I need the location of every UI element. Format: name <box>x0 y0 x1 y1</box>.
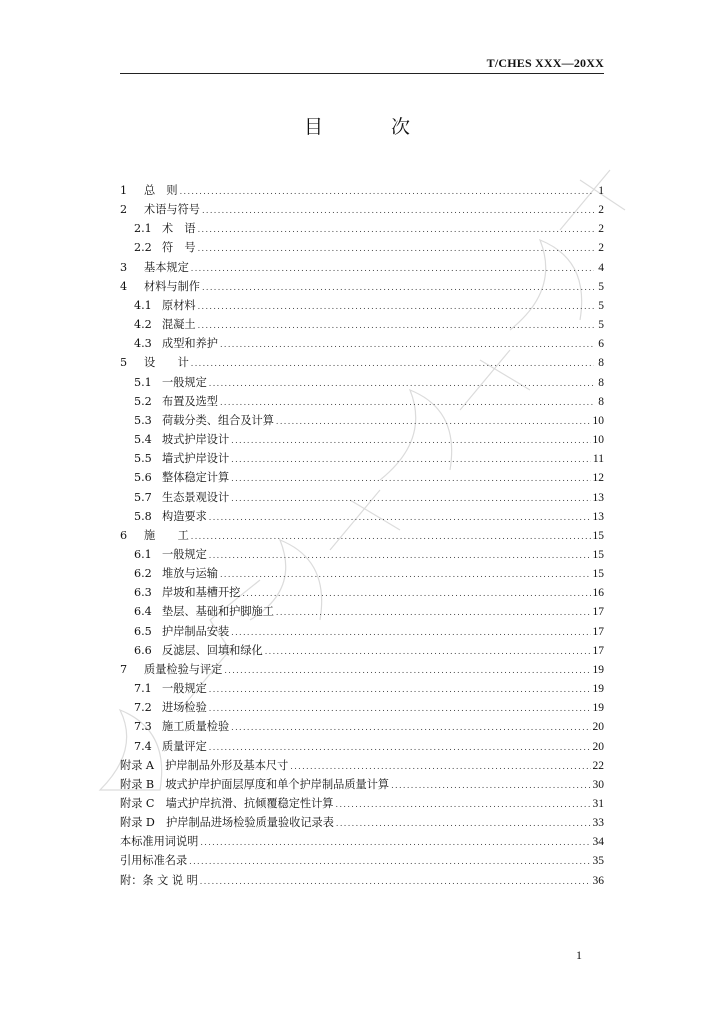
toc-entry[interactable] <box>120 488 604 507</box>
toc-leader-dots <box>265 642 591 661</box>
toc-entry-label: 总 则 <box>144 184 178 197</box>
toc-entry-page: 20 <box>592 740 604 753</box>
toc-leader-dots <box>198 316 594 335</box>
toc-entry-label: 原材料 <box>162 298 196 312</box>
toc-leader-dots <box>191 354 594 373</box>
toc-entry[interactable] <box>120 411 604 430</box>
toc-entry-label: 坡式护岸设计 <box>162 433 230 447</box>
toc-entry-page: 36 <box>592 874 604 887</box>
toc-entry[interactable] <box>120 296 604 315</box>
toc-entry[interactable] <box>120 564 604 583</box>
toc-entry-page: 15 <box>592 568 604 581</box>
toc-entry-label: 荷载分类、组合及计算 <box>162 413 274 427</box>
toc-leader-dots <box>209 546 591 565</box>
toc-entry[interactable] <box>120 373 604 392</box>
toc-entry-number: 5.6 <box>134 471 152 485</box>
toc-leader-dots <box>180 182 594 201</box>
toc-entry-label: 符 号 <box>162 241 196 255</box>
toc-entry[interactable] <box>120 775 604 794</box>
toc-entry-number: 5.3 <box>134 413 152 427</box>
toc-entry[interactable] <box>120 200 604 219</box>
toc-entry-page: 15 <box>592 548 604 561</box>
toc-leader-dots <box>191 527 591 546</box>
toc-entry[interactable] <box>120 392 604 411</box>
toc-entry-page: 34 <box>592 836 604 849</box>
toc-entry-label: 构造要求 <box>162 509 207 523</box>
toc-entry[interactable] <box>120 622 604 641</box>
toc-entry-number: 6.4 <box>134 605 152 619</box>
toc-leader-dots <box>202 278 594 297</box>
toc-entry[interactable] <box>120 238 604 257</box>
toc-entry-label: 护岸制品安装 <box>162 624 230 638</box>
toc-entry[interactable] <box>120 813 604 832</box>
toc-entry-label: 混凝土 <box>162 318 196 332</box>
toc-entry-number: 5.8 <box>134 509 152 523</box>
toc-entry-page: 19 <box>592 663 604 676</box>
toc-leader-dots <box>231 489 590 508</box>
toc-leader-dots <box>336 814 591 833</box>
toc-entry[interactable] <box>120 430 604 449</box>
toc-entry-number: 4 <box>120 279 128 293</box>
toc-entry-page: 31 <box>592 798 604 810</box>
toc-entry-page: 22 <box>592 759 604 772</box>
toc-entry-page: 13 <box>592 510 604 523</box>
toc-entry[interactable] <box>120 181 604 200</box>
toc-entry-label: 布置及选型 <box>162 394 218 408</box>
toc-entry-number: 5.7 <box>134 490 152 504</box>
toc-entry-label: 进场检验 <box>162 701 207 715</box>
toc-entry-page: 19 <box>592 702 604 715</box>
toc-leader-dots <box>276 412 591 431</box>
toc-entry-number: 5.1 <box>134 375 152 389</box>
toc-entry[interactable] <box>120 315 604 334</box>
toc-entry-page: 2 <box>598 242 604 255</box>
toc-entry-label: 附：条 文 说 明 <box>120 873 198 887</box>
toc-entry[interactable] <box>120 737 604 756</box>
header-rule <box>120 73 604 74</box>
toc-entry-number: 2 <box>120 203 128 217</box>
toc-entry-number: 6 <box>120 528 128 542</box>
toc-leader-dots <box>200 833 590 852</box>
toc-leader-dots <box>242 584 590 603</box>
toc-entry[interactable] <box>120 219 604 238</box>
toc-entry-page: 10 <box>592 414 604 427</box>
toc-entry[interactable] <box>120 756 604 775</box>
toc-leader-dots <box>220 565 591 584</box>
toc-entry-number: 6.6 <box>134 643 152 657</box>
toc-entry-number: 2.2 <box>134 241 152 255</box>
toc-leader-dots <box>198 220 594 239</box>
toc-entry[interactable] <box>120 679 604 698</box>
toc-entry[interactable] <box>120 507 604 526</box>
toc-entry-page: 35 <box>592 855 604 868</box>
toc-entry-number: 5.5 <box>134 452 152 466</box>
toc-entry-page: 5 <box>598 299 604 312</box>
toc-entry-page: 16 <box>592 587 604 600</box>
toc-entry-label: 岸坡和基槽开挖 <box>162 586 241 600</box>
table-of-contents <box>120 181 604 890</box>
toc-leader-dots <box>231 623 590 642</box>
toc-entry-label: 术语与符号 <box>144 203 200 217</box>
toc-entry-number: 3 <box>120 260 128 274</box>
toc-entry[interactable] <box>120 794 604 813</box>
toc-leader-dots <box>189 852 590 871</box>
toc-leader-dots <box>276 603 591 622</box>
standard-code: T/CHES XXX—20XX <box>486 56 604 70</box>
toc-leader-dots <box>231 469 590 488</box>
toc-entry-label: 一般规定 <box>162 375 207 389</box>
toc-entry-page: 4 <box>598 261 604 274</box>
toc-leader-dots <box>198 239 594 258</box>
toc-entry-number: 7.2 <box>134 701 152 715</box>
toc-entry-page: 1 <box>598 185 604 197</box>
toc-entry-page: 12 <box>592 472 604 485</box>
toc-entry-label: 施 工 <box>144 528 189 542</box>
toc-leader-dots <box>231 718 590 737</box>
toc-entry-label: 整体稳定计算 <box>162 471 230 485</box>
toc-entry-label: 墙式护岸设计 <box>162 452 230 466</box>
toc-entry-number: 7 <box>120 662 128 676</box>
toc-entry[interactable] <box>120 583 604 602</box>
toc-entry-page: 8 <box>598 357 604 370</box>
toc-entry-label: 附录 C 墙式护岸抗滑、抗倾覆稳定性计算 <box>120 797 334 810</box>
toc-entry-page: 11 <box>592 453 604 466</box>
toc-leader-dots <box>202 201 594 220</box>
toc-entry-page: 2 <box>598 223 604 236</box>
toc-entry-page: 20 <box>592 721 604 734</box>
toc-entry-page: 17 <box>592 625 604 638</box>
toc-entry[interactable] <box>120 449 604 468</box>
toc-entry-label: 附录 B 坡式护岸护面层厚度和单个护岸制品质量计算 <box>120 777 390 791</box>
toc-leader-dots <box>198 297 594 316</box>
toc-entry-number: 4.1 <box>134 298 152 312</box>
toc-entry[interactable] <box>120 526 604 545</box>
toc-entry-label: 成型和养护 <box>162 337 218 351</box>
toc-leader-dots <box>209 738 591 757</box>
toc-entry[interactable] <box>120 871 604 890</box>
toc-entry-number: 6.1 <box>134 547 152 561</box>
toc-entry[interactable] <box>120 698 604 717</box>
toc-entry-page: 17 <box>592 606 604 619</box>
toc-entry[interactable] <box>120 641 604 660</box>
toc-leader-dots <box>231 431 590 450</box>
toc-leader-dots <box>209 699 591 718</box>
toc-entry-page: 8 <box>598 376 604 389</box>
toc-leader-dots <box>209 374 594 393</box>
toc-leader-dots <box>191 259 594 278</box>
toc-entry[interactable] <box>120 468 604 487</box>
toc-entry-label: 垫层、基础和护脚施工 <box>162 605 274 619</box>
toc-leader-dots <box>224 661 590 680</box>
toc-entry-number: 7.4 <box>134 739 152 753</box>
toc-title: 目 次 <box>303 116 420 138</box>
toc-entry-page: 17 <box>592 644 604 657</box>
toc-entry-label: 设 计 <box>144 356 189 370</box>
toc-entry-label: 质量检验与评定 <box>144 662 223 676</box>
toc-leader-dots <box>220 393 594 412</box>
toc-leader-dots <box>231 450 591 469</box>
toc-entry[interactable] <box>120 277 604 296</box>
toc-entry-label: 施工质量检验 <box>162 720 230 734</box>
toc-entry-number: 4.2 <box>134 318 152 332</box>
toc-entry-page: 5 <box>598 280 604 293</box>
toc-entry-number: 7.1 <box>134 682 152 696</box>
toc-entry-page: 15 <box>592 529 604 542</box>
toc-entry-number: 1 <box>120 184 128 197</box>
toc-entry-label: 反滤层、回填和绿化 <box>162 643 263 657</box>
toc-entry-page: 10 <box>592 434 604 447</box>
toc-entry-page: 6 <box>598 338 604 351</box>
toc-entry[interactable] <box>120 334 604 353</box>
toc-entry-number: 5 <box>120 356 128 370</box>
toc-entry[interactable] <box>120 717 604 736</box>
toc-entry[interactable] <box>120 851 604 870</box>
toc-entry[interactable] <box>120 832 604 851</box>
toc-entry-number: 4.3 <box>134 337 152 351</box>
toc-entry-label: 一般规定 <box>162 682 207 696</box>
toc-leader-dots <box>220 335 594 354</box>
toc-leader-dots <box>209 508 591 527</box>
toc-entry-label: 术 语 <box>162 222 196 236</box>
toc-entry-page: 33 <box>592 817 604 830</box>
toc-entry-number: 7.3 <box>134 720 152 734</box>
toc-entry-label: 基本规定 <box>144 260 189 274</box>
toc-leader-dots <box>336 795 591 814</box>
toc-entry-label: 堆放与运输 <box>162 567 218 581</box>
toc-entry[interactable] <box>120 602 604 621</box>
toc-entry-label: 附录 A 护岸制品外形及基本尺寸 <box>120 758 289 772</box>
toc-entry-page: 30 <box>592 778 604 791</box>
toc-leader-dots <box>391 776 590 795</box>
toc-entry-page: 19 <box>592 683 604 696</box>
toc-entry-page: 13 <box>592 491 604 504</box>
toc-entry-page: 5 <box>598 319 604 332</box>
toc-leader-dots <box>209 680 591 699</box>
toc-entry-label: 质量评定 <box>162 739 207 753</box>
toc-entry[interactable] <box>120 353 604 372</box>
toc-entry-label: 材料与制作 <box>144 279 200 293</box>
toc-entry[interactable] <box>120 258 604 277</box>
toc-entry-number: 6.3 <box>134 586 152 600</box>
toc-entry[interactable] <box>120 660 604 679</box>
toc-entry-number: 6.2 <box>134 567 152 581</box>
toc-entry-label: 附录 D 护岸制品进场检验质量验收记录表 <box>120 816 334 830</box>
toc-entry-label: 引用标准名录 <box>120 854 188 868</box>
toc-entry-number: 2.1 <box>134 222 152 236</box>
page-number: 1 <box>576 948 582 962</box>
toc-entry-label: 生态景观设计 <box>162 490 230 504</box>
toc-leader-dots <box>200 872 591 891</box>
toc-entry[interactable] <box>120 545 604 564</box>
toc-entry-number: 6.5 <box>134 624 152 638</box>
toc-entry-label: 一般规定 <box>162 547 207 561</box>
toc-entry-page: 2 <box>598 204 604 217</box>
toc-entry-number: 5.4 <box>134 433 152 447</box>
toc-entry-number: 5.2 <box>134 394 152 408</box>
toc-entry-page: 8 <box>598 395 604 408</box>
toc-entry-label: 本标准用词说明 <box>120 835 199 849</box>
toc-leader-dots <box>290 757 590 776</box>
